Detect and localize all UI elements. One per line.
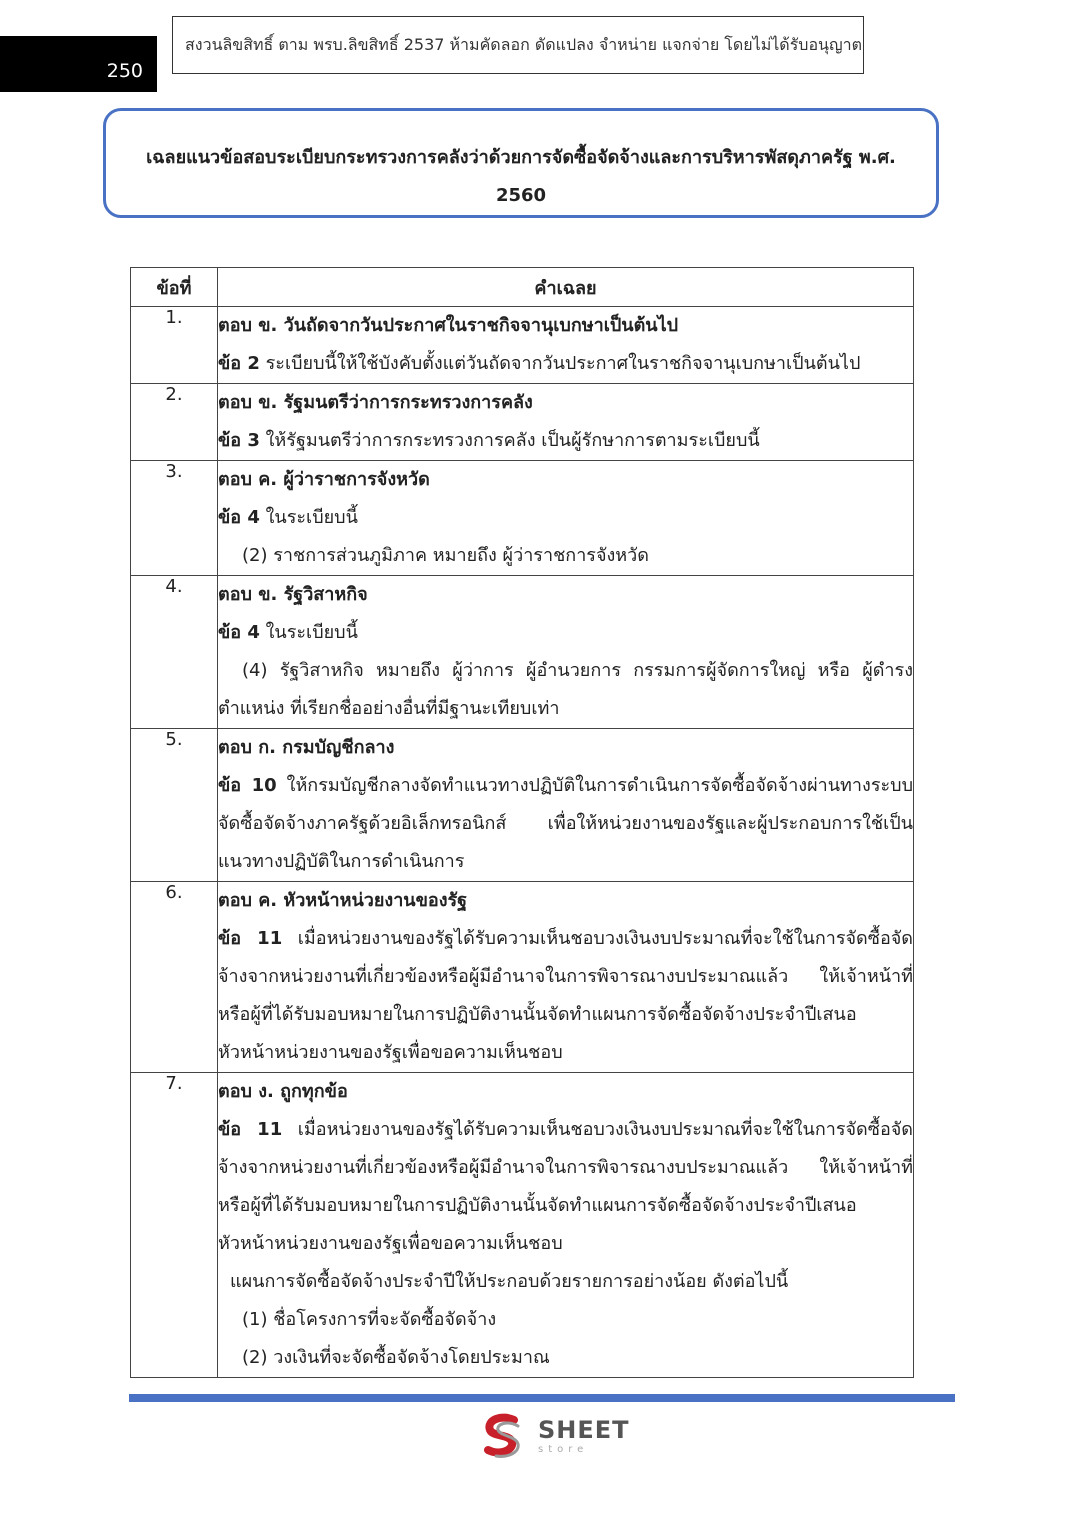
row-number: 1.: [131, 307, 218, 384]
answer-explanation: [218, 345, 913, 383]
sheet-store-logo: [478, 1412, 628, 1462]
answer-choice: ตอบ ข. วันถัดจากวันประกาศในราชกิจจานุเบกษาเป็นต้นไป: [218, 315, 679, 336]
column-header-no: ข้อที่: [131, 268, 218, 307]
table-row: [131, 461, 914, 576]
explanation-line: แนวทางปฏิบัติในการดำเนินการ: [218, 851, 465, 872]
row-answer: [218, 384, 914, 461]
table-row: [131, 729, 914, 882]
row-number: 3.: [131, 461, 218, 576]
explanation-line: จ้างจากหน่วยงานที่เกี่ยวข้องหรือผู้มีอำนาจในการพิจารณางบประมาณแล้ว ให้เจ้าหน้าที่: [218, 966, 913, 987]
page-number-box: [0, 36, 157, 92]
document-title: [103, 108, 939, 218]
sub-clause-continued: ตำแหน่ง ที่เรียกชื่ออย่างอื่นที่มีฐานะเทียบเท่า: [218, 698, 560, 719]
explanation-line: หรือผู้ที่ได้รับมอบหมายในการปฏิบัติงานนั้นจัดทำแผนการจัดซื้อจัดจ้างประจำปีเสนอ: [218, 1195, 857, 1216]
row-answer: [218, 729, 914, 882]
title-line-1: เฉลยแนวข้อสอบระเบียบกระทรวงการคลังว่าด้วยการจัดซื้อจัดจ้างและการบริหารพัสดุภาครัฐ พ.ศ.: [146, 147, 896, 168]
article-number: ข้อ 11: [218, 928, 283, 949]
footer-divider: [129, 1394, 955, 1402]
page-number: 250: [106, 60, 143, 82]
article-number: ข้อ 3: [218, 430, 260, 451]
row-number: 6.: [131, 882, 218, 1073]
explanation-line: จัดซื้อจัดจ้างภาครัฐด้วยอิเล็กทรอนิกส์ เพื่อให้หน่วยงานของรัฐและผู้ประกอบการใช้เป็น: [218, 813, 913, 834]
sub-clause: (4) รัฐวิสาหกิจ หมายถึง ผู้ว่าการ ผู้อำนวยการ กรรมการผู้จัดการใหญ่ หรือ ผู้ดำรง: [242, 660, 913, 681]
explanation-line: หัวหน้าหน่วยงานของรัฐเพื่อขอความเห็นชอบ: [218, 1042, 563, 1063]
answer-explanation: [218, 499, 913, 537]
article-text: ให้กรมบัญชีกลางจัดทำแนวทางปฏิบัติในการดำเนินการจัดซื้อจัดจ้างผ่านทางระบบ: [276, 775, 913, 796]
list-item: (1) ชื่อโครงการที่จะจัดซื้อจัดจ้าง: [242, 1309, 497, 1330]
article-number: ข้อ 4: [218, 622, 260, 643]
answer-choice: ตอบ ค. หัวหน้าหน่วยงานของรัฐ: [218, 890, 468, 911]
article-text: ในระเบียบนี้: [259, 507, 358, 528]
answer-choice: ตอบ ก. กรมบัญชีกลาง: [218, 737, 395, 758]
answer-choice: ตอบ ข. รัฐวิสาหกิจ: [218, 584, 368, 605]
answer-choice: ตอบ ค. ผู้ว่าราชการจังหวัด: [218, 469, 430, 490]
logo-brand-sub: store: [538, 1444, 589, 1455]
answer-choice: ตอบ ข. รัฐมนตรีว่าการกระทรวงการคลัง: [218, 392, 533, 413]
row-number: 2.: [131, 384, 218, 461]
answer-explanation: [218, 614, 913, 652]
answer-explanation: [218, 767, 913, 805]
article-text: เมื่อหน่วยงานของรัฐได้รับความเห็นชอบวงเงินงบประมาณที่จะใช้ในการจัดซื้อจัด: [282, 1119, 913, 1140]
row-answer: [218, 1073, 914, 1378]
logo-brand: SHEET: [538, 1416, 630, 1444]
article-text: เมื่อหน่วยงานของรัฐได้รับความเห็นชอบวงเงินงบประมาณที่จะใช้ในการจัดซื้อจัด: [282, 928, 913, 949]
article-text: ในระเบียบนี้: [259, 622, 358, 643]
explanation-line: หัวหน้าหน่วยงานของรัฐเพื่อขอความเห็นชอบ: [218, 1233, 563, 1254]
article-text: ให้รัฐมนตรีว่าการกระทรวงการคลัง เป็นผู้รักษาการตามระเบียบนี้: [259, 430, 760, 451]
row-number: 5.: [131, 729, 218, 882]
explanation-line: จ้างจากหน่วยงานที่เกี่ยวข้องหรือผู้มีอำนาจในการพิจารณางบประมาณแล้ว ให้เจ้าหน้าที่: [218, 1157, 913, 1178]
column-header-answer: คำเฉลย: [218, 268, 914, 307]
answer-table: [130, 267, 914, 1378]
answer-choice: ตอบ ง. ถูกทุกข้อ: [218, 1081, 348, 1102]
row-number: 7.: [131, 1073, 218, 1378]
table-row: [131, 882, 914, 1073]
logo-s-icon: [478, 1412, 526, 1460]
answer-explanation: [218, 1111, 913, 1149]
article-number: ข้อ 11: [218, 1119, 283, 1140]
article-number: ข้อ 2: [218, 353, 260, 374]
table-row: [131, 384, 914, 461]
table-row: [131, 307, 914, 384]
answer-explanation: [218, 422, 913, 460]
sub-clause: (2) ราชการส่วนภูมิภาค หมายถึง ผู้ว่าราชการจังหวัด: [242, 545, 649, 566]
row-answer: [218, 882, 914, 1073]
explanation-line: แผนการจัดซื้อจัดจ้างประจำปีให้ประกอบด้วยรายการอย่างน้อย ดังต่อไปนี้: [230, 1271, 789, 1292]
article-text: ระเบียบนี้ให้ใช้บังคับตั้งแต่วันถัดจากวันประกาศในราชกิจจานุเบกษาเป็นต้นไป: [259, 353, 861, 374]
row-number: 4.: [131, 576, 218, 729]
copyright-notice: สงวนลิขสิทธิ์ ตาม พรบ.ลิขสิทธิ์ 2537 ห้ามคัดลอก ดัดแปลง จำหน่าย แจกจ่าย โดยไม่ได้รับอนุญาต: [172, 16, 864, 74]
explanation-line: หรือผู้ที่ได้รับมอบหมายในการปฏิบัติงานนั้นจัดทำแผนการจัดซื้อจัดจ้างประจำปีเสนอ: [218, 1004, 857, 1025]
title-line-2: 2560: [495, 185, 547, 206]
row-answer: [218, 576, 914, 729]
article-number: ข้อ 10: [218, 775, 277, 796]
table-header-row: [131, 268, 914, 307]
row-answer: [218, 307, 914, 384]
list-item: (2) วงเงินที่จะจัดซื้อจัดจ้างโดยประมาณ: [242, 1347, 550, 1368]
table-row: [131, 1073, 914, 1378]
article-number: ข้อ 4: [218, 507, 260, 528]
table-row: [131, 576, 914, 729]
row-answer: [218, 461, 914, 576]
answer-explanation: [218, 920, 913, 958]
